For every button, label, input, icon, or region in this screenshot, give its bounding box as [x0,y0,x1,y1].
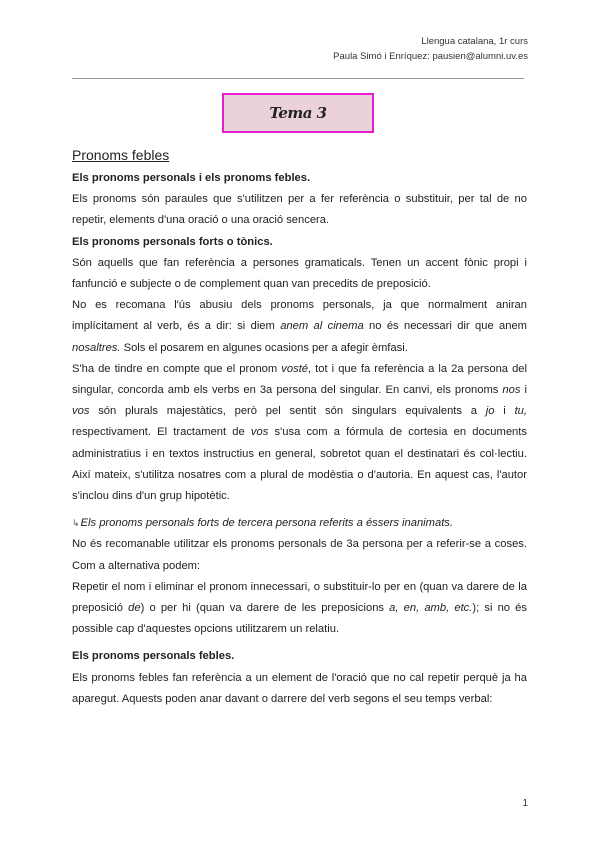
page-number: 1 [522,798,528,809]
heading-strong-pronouns: Els pronoms personals forts o tònics. [72,235,273,248]
topic-title: Tema 3 [269,104,327,122]
return-arrow-icon: ↳ [72,518,80,529]
header-divider [72,78,524,79]
author-line: Paula Simó i Enríquez: pausien@alumni.uv.es [333,51,528,62]
paragraph-inanimate: No és recomanable utilitzar els pronoms personals de 3a persona per a referir-se a coses. Com a alternativa podem: [72,538,527,572]
topic-title-box [222,93,374,133]
heading-weak-pronouns: Els pronoms personals febles. [72,650,235,663]
heading-personal-and-weak-pronouns: Els pronoms personals i els pronoms febles. [72,172,311,184]
paragraph-voste: S'ha de tindre en compte que el pronom vosté, tot i que fa referència a la 2a persona del singular, concorda amb els verbs en 3a persona del singular. En canvi, els pronoms nos i vos són plurals majestàtics, però pel sentit són singulars equivalents a jo i tu, respectivament. El tractament de vos s'usa com a fórmula de cortesia en documents administratius i en textos instructius en general, sobretot quan el destinatari és col·lectiu. Així mateix, s'utilitza nosatres com a plural de modèstia o d'autoria. En aquest cas, l'autor s'inclou dins d'un grup hipotètic. [72,362,528,503]
paragraph-weak-pronouns: Els pronoms febles fan referència a un element de l'oració que no cal repetir perquè ja ha aparegut. Aquests poden anar davant o darrere del verb segons el seu temps verbal: [72,671,527,705]
paragraph-abuse: No es recomana l'ús abusiu dels pronoms personals, ja que normalment aniran implícitament al verb, és a dir: si diem anem al cinema no és necessari dir que anem nosaltres. Sols el posarem en algunes ocasions per a afegir èmfasi. [72,299,527,354]
course-name: Llengua catalana, 1r curs [421,36,528,47]
note-third-person: ↳Els pronoms personals forts de tercera persona referits a éssers inanimats. [72,517,454,530]
paragraph-alternatives: Repetir el nom i eliminar el pronom innecessari, o substituir-lo per en (quan va darere de la preposició de) o per hi (quan va darere de les preposicions a, en, amb, etc.); si no és possible cap d'aquestes opcions utilitzarem un relatiu. [72,580,527,636]
document-body [72,145,527,710]
section-title: Pronoms febles [72,147,170,163]
paragraph-strong-pronouns: Són aquells que fan referència a persones gramaticals. Tenen un accent fònic propi i fanfunció e subjecte o de complement quan van precedits de preposició. [72,256,527,291]
page-header [333,34,528,64]
paragraph-definition: Els pronoms són paraules que s'utilitzen per a fer referència o substituir, per tal de no repetir, elements d'una oració o una oració sencera. [72,193,527,227]
